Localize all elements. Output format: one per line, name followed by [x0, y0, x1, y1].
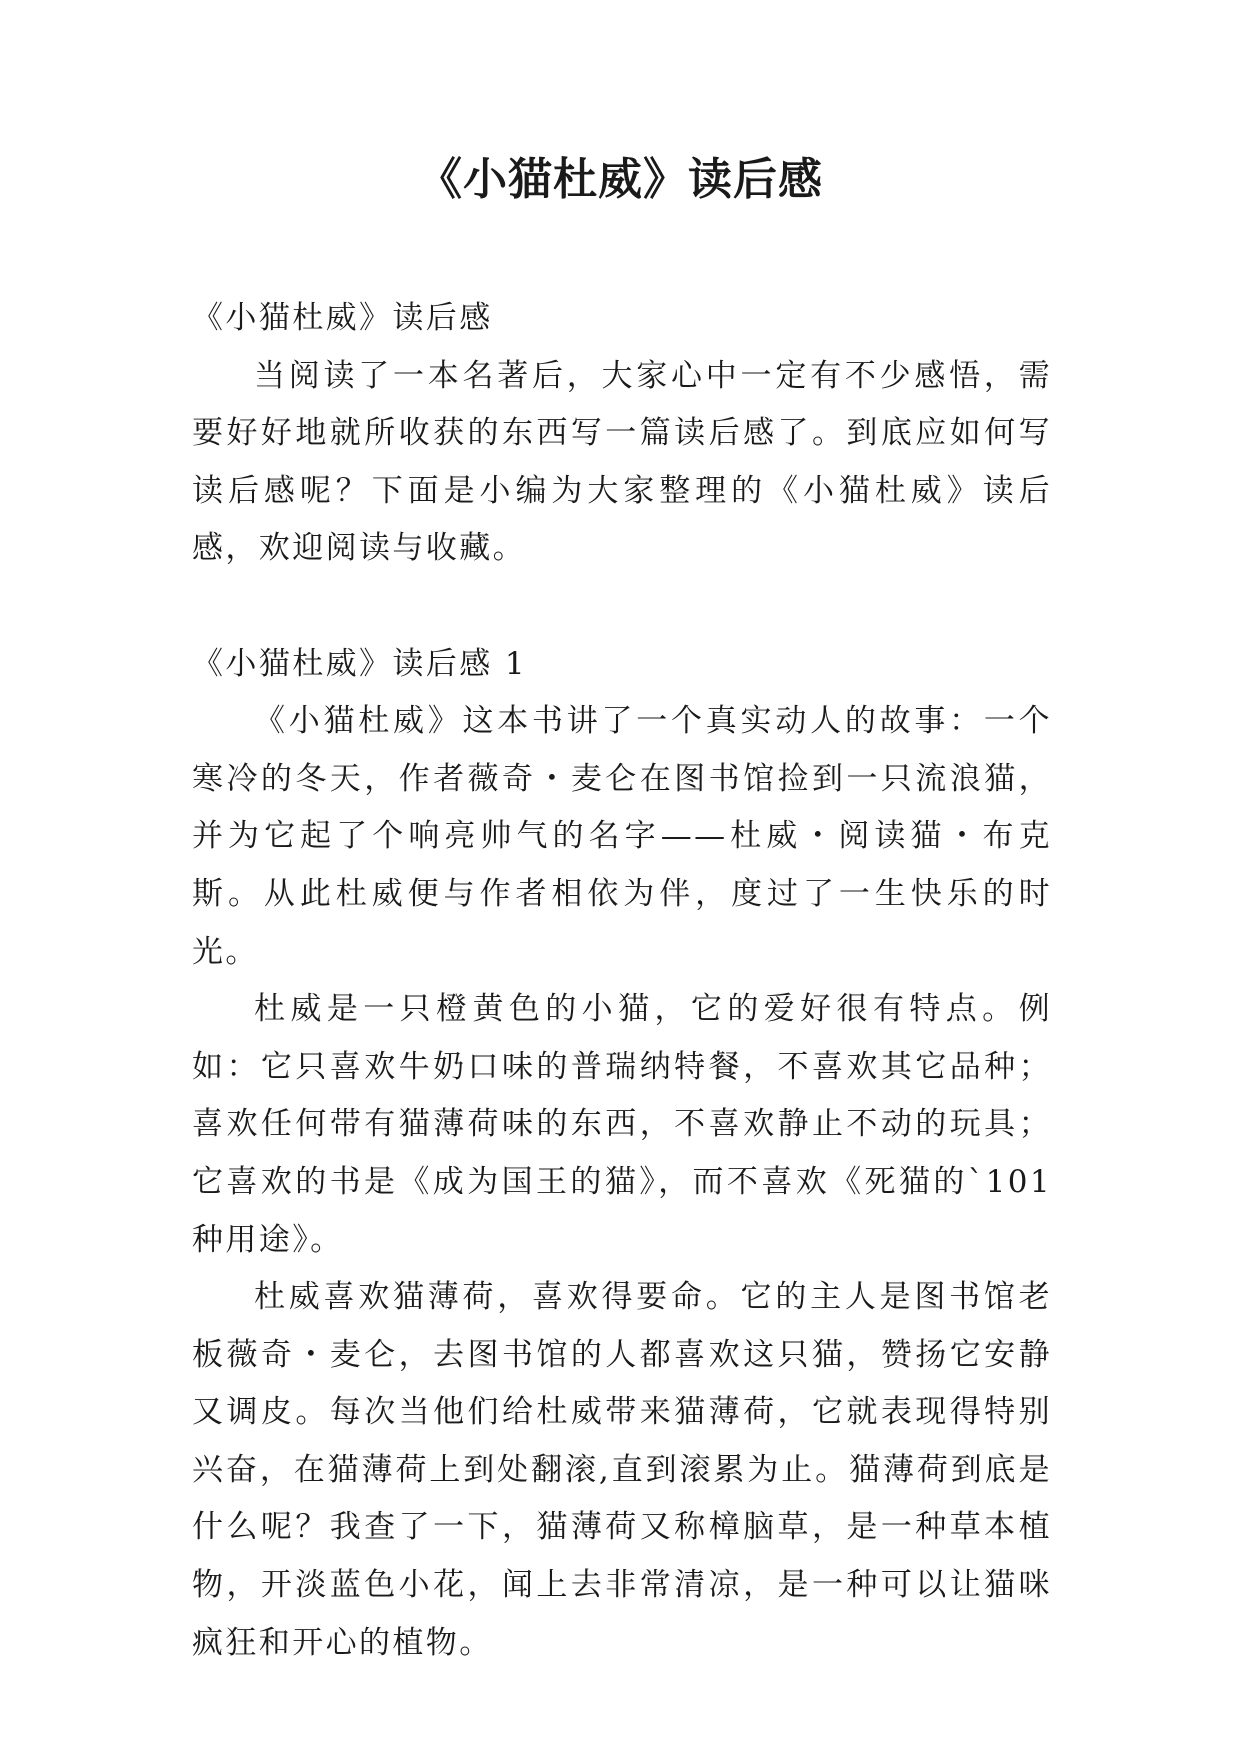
intro-heading: 《小猫杜威》读后感 — [192, 300, 493, 336]
section1-paragraph-2: 杜威是一只橙黄色的小猫，它的爱好很有特点。例如：它只喜欢牛奶口味的普瑞纳特餐，不喜欢其它品种；喜欢任何带有猫薄荷味的东西，不喜欢静止不动的玩具；它喜欢的书是《成为国王的猫》，而不喜欢《死猫的`101 种用途》。 — [192, 991, 1052, 1258]
section-spacer — [192, 578, 1052, 636]
document-title: 《小猫杜威》读后感 — [418, 154, 823, 205]
section1-paragraph-3: 杜威喜欢猫薄荷，喜欢得要命。它的主人是图书馆老板薇奇・麦仑，去图书馆的人都喜欢这只猫，赞扬它安静又调皮。每次当他们给杜威带来猫薄荷，它就表现得特别兴奋，在猫薄荷上到处翻滚,直到滚累为止。猫薄荷到底是什么呢？我查了一下，猫薄荷又称樟脑草，是一种草本植物，开淡蓝色小花，闻上去非常清凉，是一种可以让猫咪疯狂和开心的植物。 — [192, 1279, 1052, 1661]
document-body — [192, 290, 1052, 1672]
intro-paragraph: 当阅读了一本名著后，大家心中一定有不少感悟，需要好好地就所收获的东西写一篇读后感了。到底应如何写读后感呢？下面是小编为大家整理的《小猫杜威》读后感，欢迎阅读与收藏。 — [192, 357, 1052, 567]
section1-heading: 《小猫杜威》读后感 1 — [192, 645, 527, 682]
section1-paragraph-1: 《小猫杜威》这本书讲了一个真实动人的故事：一个寒冷的冬天，作者薇奇・麦仑在图书馆捡到一只流浪猫，并为它起了个响亮帅气的名字——杜威・阅读猫・布克斯。从此杜威便与作者相依为伴，度过了一生快乐的时光。 — [192, 703, 1052, 970]
